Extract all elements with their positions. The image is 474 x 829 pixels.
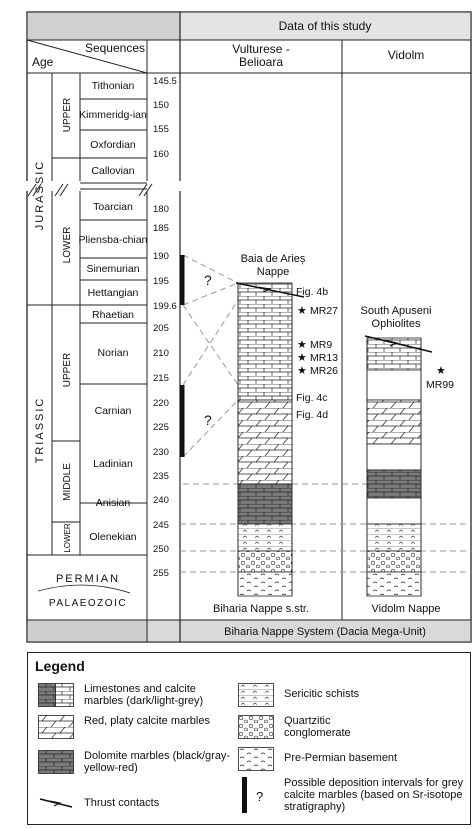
sample-mr26: MR26	[310, 365, 339, 377]
age-tick-label: 215	[153, 373, 169, 384]
age-tick-label: 145.5	[153, 76, 177, 87]
legend-item-deposition	[238, 777, 464, 813]
vidolm-nappe-label: Vidolm Nappe	[371, 603, 441, 615]
unconformity-line	[38, 585, 130, 593]
fig-4d-label: Fig. 4d	[296, 409, 329, 421]
stage-callovian: Callovian	[91, 165, 135, 177]
sample-star-mr26: ★	[297, 365, 307, 377]
baia-de-aries-label-2: Nappe	[256, 266, 290, 278]
age-tick-label: 205	[153, 323, 169, 334]
sample-mr99: MR99	[426, 379, 455, 391]
col-vulturese-1: Vulturese -	[232, 42, 290, 56]
conglomerate-swatch	[238, 715, 274, 739]
question-mark-upper: ?	[204, 272, 212, 288]
legend-label-thrust: Thrust contacts	[84, 797, 160, 809]
stage-carnian: Carnian	[94, 405, 132, 417]
legend-item-basement	[238, 747, 434, 771]
period-palaeozoic: PALAEOZOIC	[48, 598, 128, 609]
subperiod-upper-triassic: UPPER	[62, 352, 73, 388]
south-apuseni-label-1: South Apuseni	[360, 305, 432, 317]
deposition-interval-bar-lower	[180, 385, 185, 457]
biharia-nappe-label: Biharia Nappe s.str.	[213, 603, 309, 615]
baia-de-aries-label-1: Baia de Arieș	[240, 253, 306, 265]
legend-label-conglomerate: Quartzitic conglomerate	[284, 715, 351, 739]
sequences-label: Sequences	[84, 41, 145, 55]
legend-label-schist: Sericitic schists	[284, 688, 360, 700]
legend-box	[27, 652, 471, 825]
legend-item-platy	[38, 715, 234, 739]
study-title: Data of this study	[278, 19, 372, 33]
legend-title: Legend	[35, 658, 85, 674]
sample-mr27: MR27	[310, 305, 339, 317]
stage-sinemurian: Sinemurian	[86, 263, 140, 275]
question-mark-lower: ?	[204, 412, 212, 428]
stage-anisian: Anisian	[95, 497, 131, 509]
legend-question-mark: ?	[256, 789, 264, 804]
sample-mr9: MR9	[310, 339, 333, 351]
age-tick-label: 225	[153, 422, 169, 433]
stage-rhaetian: Rhaetian	[91, 309, 135, 321]
period-triassic: TRIASSIC	[34, 396, 46, 464]
stage-hettangian: Hettangian	[87, 287, 139, 299]
legend-label-limestone: Limestones and calcite marbles (dark/light-grey)	[84, 683, 204, 707]
subperiod-lower-triassic: LOWER	[63, 523, 72, 553]
legend-item-dolomite	[38, 750, 234, 774]
deposition-interval-bar-upper	[180, 255, 185, 305]
legend-label-deposition: Possible deposition intervals for grey calcite marbles (based on Sr-isotope stratigraphy)	[284, 777, 464, 813]
sample-star-mr13: ★	[297, 352, 307, 364]
south-apuseni-label-2: Ophiolites	[371, 318, 421, 330]
age-tick-label: 160	[153, 149, 169, 160]
gap-break-marks	[26, 181, 181, 196]
sample-star-mr99: ★	[436, 365, 446, 377]
age-tick-label: 195	[153, 276, 169, 287]
age-tick-label: 199.6	[153, 301, 177, 312]
subperiod-lower-jurassic: LOWER	[62, 226, 73, 264]
age-tick-label: 185	[153, 223, 169, 234]
sample-star-mr27: ★	[297, 305, 307, 317]
age-tick-label: 155	[153, 124, 169, 135]
age-ticks	[153, 76, 177, 579]
age-label: Age	[32, 55, 54, 69]
col-vulturese-2: Belioara	[238, 55, 284, 69]
sample-mr13: MR13	[310, 352, 339, 364]
fig-4b-label: Fig. 4b	[296, 286, 329, 298]
column-vulturese-belioara	[238, 283, 292, 596]
legend-item-thrust	[38, 791, 234, 815]
dolomite-swatch	[38, 750, 74, 774]
nappe-system-label: Biharia Nappe System (Dacia Mega-Unit)	[224, 626, 426, 638]
age-tick-label: 210	[153, 348, 169, 359]
legend-label-basement: Pre-Permian basement	[284, 752, 398, 764]
legend-item-limestone	[38, 683, 234, 707]
age-tick-label: 230	[153, 447, 169, 458]
subperiod-middle-triassic: MIDDLE	[62, 463, 73, 501]
stage-oxfordian: Oxfordian	[90, 139, 136, 151]
thrust-contact-icon	[38, 791, 74, 815]
stage-norian: Norian	[97, 347, 129, 359]
age-tick-label: 150	[153, 100, 169, 111]
legend-item-conglomerate	[238, 715, 384, 739]
age-tick-label: 190	[153, 251, 169, 262]
limestone-swatch	[38, 683, 74, 707]
age-tick-label: 255	[153, 568, 169, 579]
age-tick-label: 250	[153, 544, 169, 555]
legend-label-platy: Red, platy calcite marbles	[84, 715, 210, 727]
deposition-bar-icon	[238, 777, 274, 813]
column-vidolm	[367, 338, 421, 596]
stage-pliensbachian: Pliensba-chian	[78, 234, 148, 246]
age-tick-label: 235	[153, 471, 169, 482]
platy-swatch	[38, 715, 74, 739]
age-tick-label: 240	[153, 495, 169, 506]
stage-kimmeridgian: Kimmeridg-ian	[79, 109, 147, 121]
sample-star-mr9: ★	[297, 339, 307, 351]
stage-toarcian: Toarcian	[93, 201, 133, 213]
legend-item-schist	[238, 683, 434, 707]
period-jurassic: JURASSIC	[34, 159, 46, 231]
subperiod-upper-jurassic: UPPER	[62, 97, 73, 133]
stage-tithonian: Tithonian	[91, 80, 135, 92]
period-permian: PERMIAN	[55, 573, 121, 585]
fig-4c-label: Fig. 4c	[296, 392, 328, 404]
col-vidolm: Vidolm	[387, 48, 425, 62]
stage-olenekian: Olenekian	[89, 531, 137, 543]
legend-label-dolomite: Dolomite marbles (black/gray-yellow-red)	[84, 750, 231, 774]
schist-swatch	[238, 683, 274, 707]
age-tick-label: 245	[153, 520, 169, 531]
stage-ladinian: Ladinian	[93, 458, 133, 470]
basement-swatch	[238, 747, 274, 771]
age-tick-label: 220	[153, 398, 169, 409]
age-tick-label: 180	[153, 204, 169, 215]
